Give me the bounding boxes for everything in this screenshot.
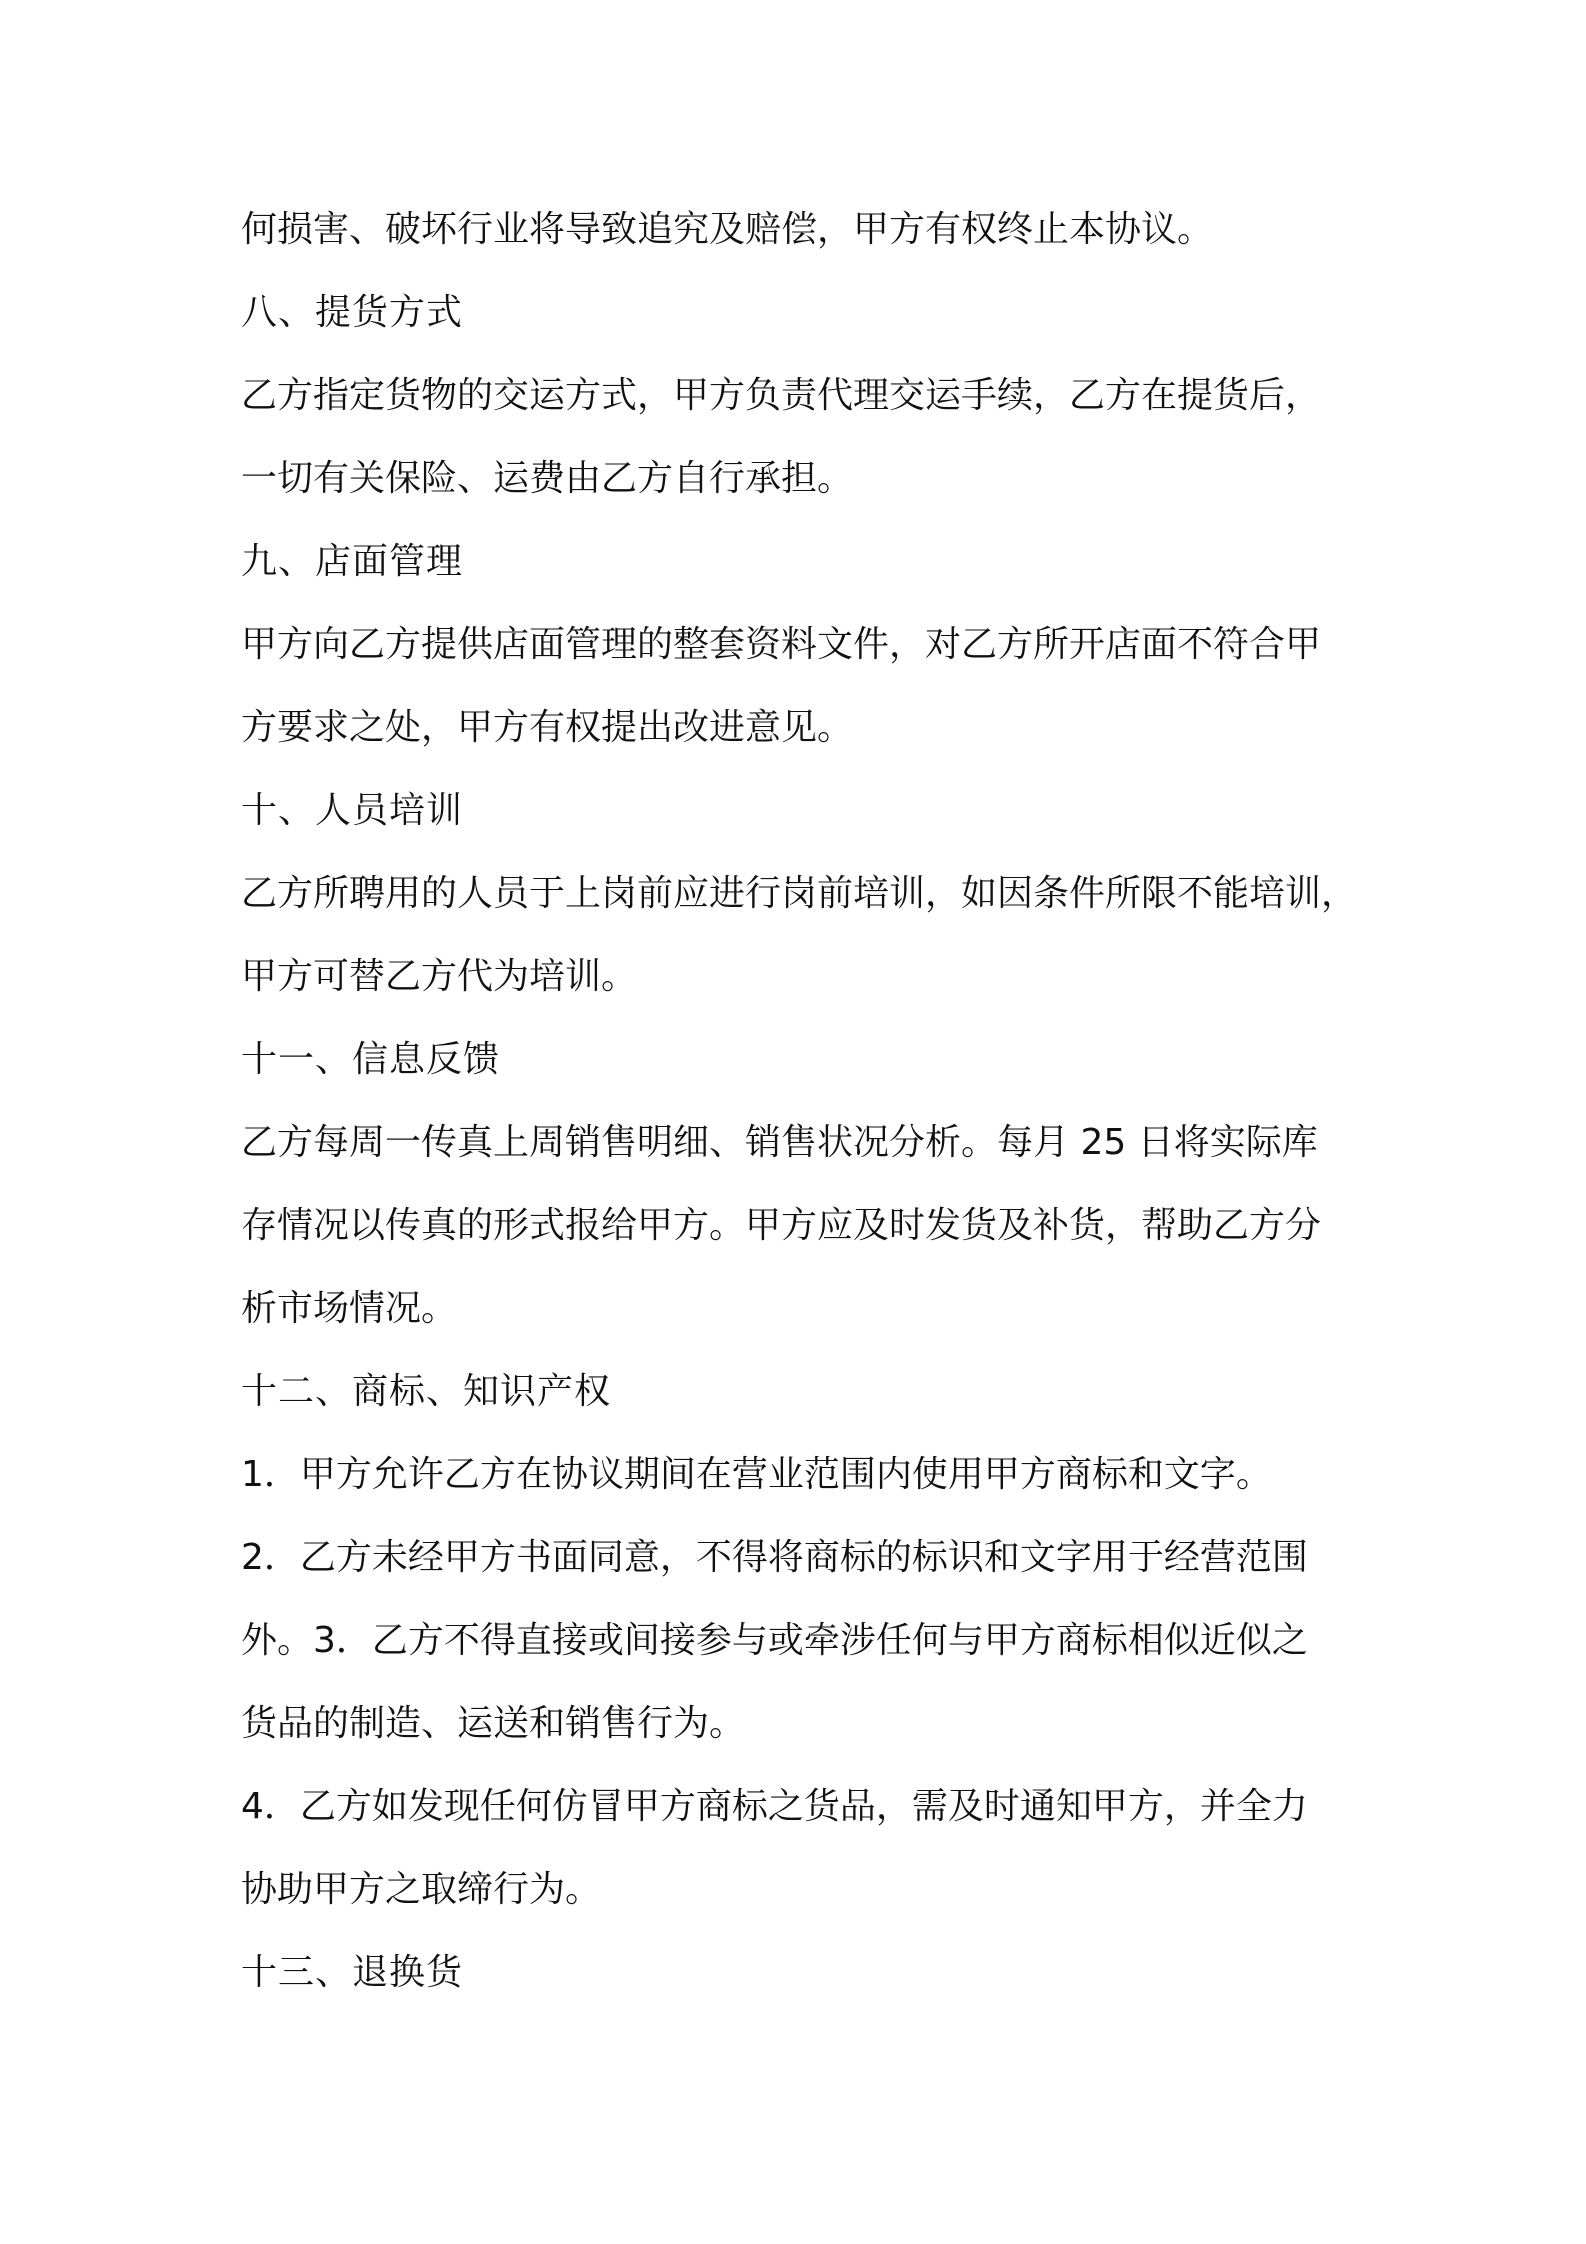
paragraph-line: 乙方每周一传真上周销售明细、销售状况分析。每月 25 日将实际库 bbox=[241, 1122, 1318, 1163]
paragraph-line: 外。3．乙方不得直接或间接参与或牵涉任何与甲方商标相似近似之 bbox=[241, 1620, 1308, 1661]
paragraph-line: 存情况以传真的形式报给甲方。甲方应及时发货及补货，帮助乙方分 bbox=[241, 1205, 1322, 1246]
section-heading-9: 九、店面管理 bbox=[241, 541, 464, 582]
section-heading-13: 十三、退换货 bbox=[241, 1952, 464, 1993]
section-heading-11: 十一、信息反馈 bbox=[241, 1039, 501, 1080]
paragraph-line: 4．乙方如发现任何仿冒甲方商标之货品，需及时通知甲方，并全力 bbox=[241, 1786, 1308, 1827]
paragraph-line: 方要求之处，甲方有权提出改进意见。 bbox=[241, 707, 854, 748]
paragraph-line: 甲方向乙方提供店面管理的整套资料文件，对乙方所开店面不符合甲 bbox=[241, 624, 1322, 665]
paragraph-line: 货品的制造、运送和销售行为。 bbox=[241, 1703, 746, 1744]
section-heading-8: 八、提货方式 bbox=[241, 292, 464, 333]
paragraph-line: 协助甲方之取缔行为。 bbox=[241, 1869, 602, 1910]
paragraph-line: 何损害、破坏行业将导致追究及赔偿，甲方有权终止本协议。 bbox=[241, 209, 1214, 250]
paragraph-line: 1．甲方允许乙方在协议期间在营业范围内使用甲方商标和文字。 bbox=[241, 1454, 1272, 1495]
paragraph-line: 甲方可替乙方代为培训。 bbox=[241, 956, 638, 997]
section-heading-12: 十二、商标、知识产权 bbox=[241, 1371, 612, 1412]
paragraph-line: 析市场情况。 bbox=[241, 1288, 458, 1329]
paragraph-line: 乙方指定货物的交运方式，甲方负责代理交运手续，乙方在提货后， bbox=[241, 375, 1322, 416]
paragraph-line: 2．乙方未经甲方书面同意，不得将商标的标识和文字用于经营范围 bbox=[241, 1537, 1308, 1578]
paragraph-line: 一切有关保险、运费由乙方自行承担。 bbox=[241, 458, 854, 499]
paragraph-line: 乙方所聘用的人员于上岗前应进行岗前培训，如因条件所限不能培训， bbox=[241, 873, 1358, 914]
section-heading-10: 十、人员培训 bbox=[241, 790, 464, 831]
